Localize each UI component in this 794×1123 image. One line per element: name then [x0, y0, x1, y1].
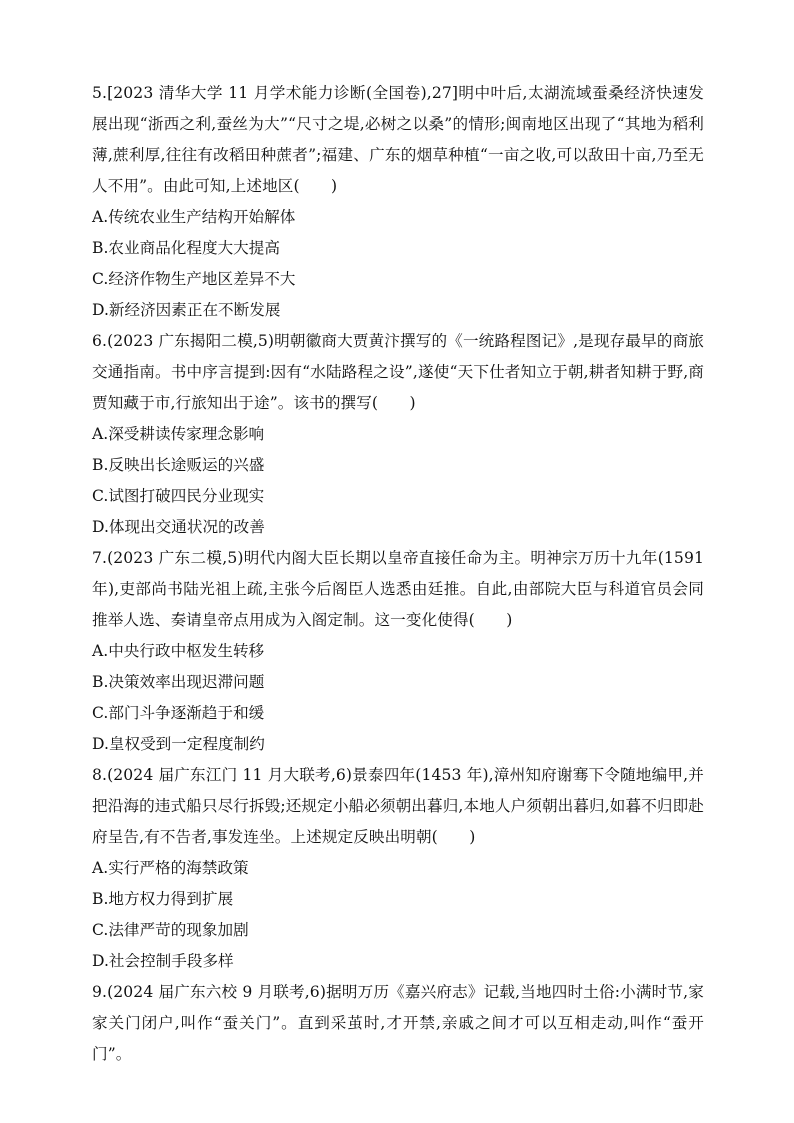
- option-b: B.农业商品化程度大大提高: [92, 239, 280, 257]
- option-b: B.决策效率出现迟滞问题: [92, 673, 265, 691]
- question-stem: 5.[2023 清华大学 11 月学术能力诊断(全国卷),27]明中叶后,太湖流域蚕桑经济快速发展出现“浙西之利,蚕丝为大”“尺寸之堤,必树之以桑”的情形;闽南地区出现了“其地为稻利薄,蔗利厚,往往有改稻田种蔗者”;福建、广东的烟草种植“一亩之收,可以敌田十亩,乃至无人不用”。由此可知,上述地区( ): [92, 84, 704, 195]
- option-d: D.社会控制手段多样: [92, 952, 234, 970]
- option-a: A.实行严格的海禁政策: [92, 859, 249, 877]
- question-7: [92, 543, 704, 760]
- question-stem: 8.(2024 届广东江门 11 月大联考,6)景泰四年(1453 年),漳州知府谢骞下令随地编甲,并把沿海的违式船只尽行拆毁;还规定小船必须朝出暮归,本地人户须朝出暮归,如暮不归即赴府呈告,有不告者,事发连坐。上述规定反映出明朝( ): [92, 766, 704, 846]
- option-d: D.体现出交通状况的改善: [92, 518, 265, 536]
- option-b: B.反映出长途贩运的兴盛: [92, 456, 265, 474]
- question-6: [92, 326, 704, 543]
- option-c: C.试图打破四民分业现实: [92, 487, 265, 505]
- question-stem: 6.(2023 广东揭阳二模,5)明朝徽商大贾黄汴撰写的《一统路程图记》,是现存最早的商旅交通指南。书中序言提到:因有“水陆路程之设”,遂使“天下仕者知立于朝,耕者知耕于野,商贾知藏于市,行旅知出于途”。该书的撰写( ): [92, 332, 704, 412]
- option-a: A.深受耕读传家理念影响: [92, 425, 265, 443]
- option-a: A.中央行政中枢发生转移: [92, 642, 265, 660]
- option-c: C.法律严苛的现象加剧: [92, 921, 249, 939]
- question-stem: 7.(2023 广东二模,5)明代内阁大臣长期以皇帝直接任命为主。明神宗万历十九年(1591年),吏部尚书陆光祖上疏,主张今后阁臣人选悉由廷推。自此,由部院大臣与科道官员会同推举人选、奏请皇帝点用成为入阁定制。这一变化使得( ): [92, 549, 704, 629]
- question-9: [92, 977, 704, 1070]
- question-list: [92, 78, 704, 1070]
- option-d: D.新经济因素正在不断发展: [92, 301, 281, 319]
- question-5: [92, 78, 704, 326]
- option-c: C.经济作物生产地区差异不大: [92, 270, 296, 288]
- option-a: A.传统农业生产结构开始解体: [92, 208, 296, 226]
- question-8: [92, 760, 704, 977]
- option-d: D.皇权受到一定程度制约: [92, 735, 265, 753]
- option-c: C.部门斗争逐渐趋于和缓: [92, 704, 265, 722]
- question-stem: 9.(2024 届广东六校 9 月联考,6)据明万历《嘉兴府志》记载,当地四时土俗:小满时节,家家关门闭户,叫作“蚕关门”。直到采茧时,才开禁,亲戚之间才可以互相走动,叫作“蚕开门”。: [92, 983, 704, 1063]
- option-b: B.地方权力得到扩展: [92, 890, 234, 908]
